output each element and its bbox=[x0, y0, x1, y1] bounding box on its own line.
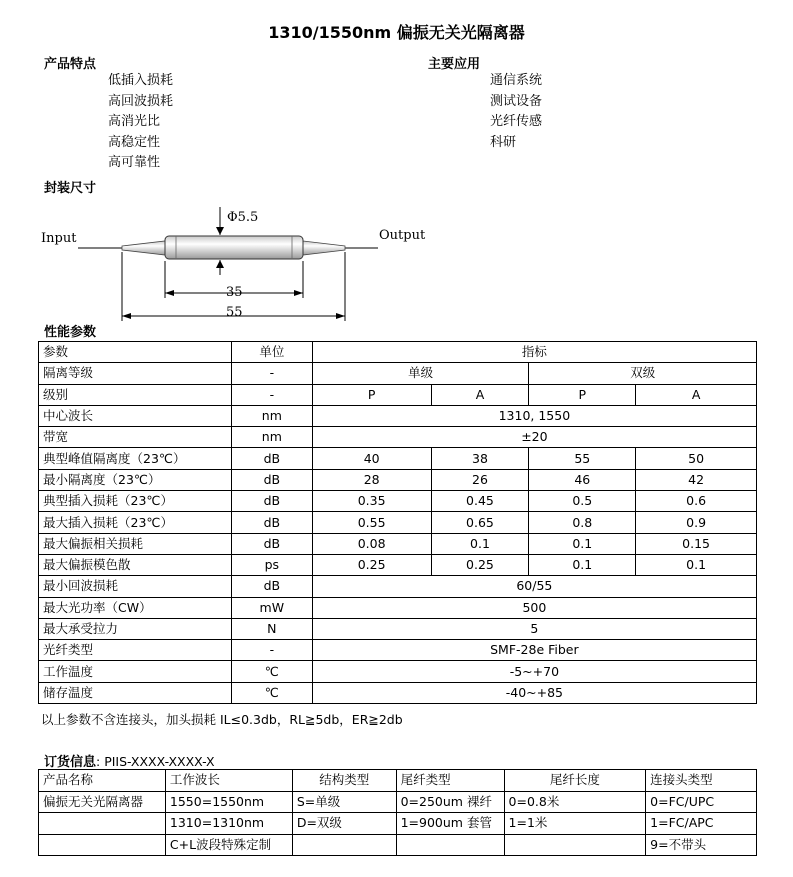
table-header-row bbox=[39, 770, 757, 792]
output-label: Output bbox=[379, 228, 426, 243]
header-cell: 单位 bbox=[231, 342, 312, 363]
input-label: Input bbox=[41, 231, 77, 246]
value-cell: 0.65 bbox=[431, 512, 529, 533]
value-cell: P bbox=[529, 384, 636, 405]
order-cell: 1=900um 套管 bbox=[396, 813, 504, 835]
param-cell: 最大插入损耗（23℃） bbox=[39, 512, 232, 533]
order-cell bbox=[396, 834, 504, 856]
order-cell: 1=FC/APC bbox=[646, 813, 757, 835]
table-row bbox=[39, 512, 757, 533]
feature-item: 高消光比 bbox=[108, 114, 161, 129]
order-cell: 0=FC/UPC bbox=[646, 791, 757, 813]
value-cell: 0.25 bbox=[312, 554, 431, 575]
order-cell: 1=1米 bbox=[504, 813, 646, 835]
input-boot bbox=[122, 241, 165, 255]
unit-cell: - bbox=[231, 384, 312, 405]
order-cell bbox=[39, 813, 166, 835]
value-cell: 60/55 bbox=[312, 576, 756, 597]
value-cell: 单级 bbox=[312, 363, 529, 384]
unit-cell: ℃ bbox=[231, 682, 312, 703]
table-row bbox=[39, 533, 757, 554]
value-cell: ±20 bbox=[312, 427, 756, 448]
param-cell: 工作温度 bbox=[39, 661, 232, 682]
value-cell: 0.1 bbox=[636, 554, 757, 575]
value-cell: 26 bbox=[431, 469, 529, 490]
table-row bbox=[39, 576, 757, 597]
param-cell: 最大偏振相关损耗 bbox=[39, 533, 232, 554]
order-table bbox=[38, 769, 757, 856]
param-cell: 储存温度 bbox=[39, 682, 232, 703]
feature-item: 高回波损耗 bbox=[108, 93, 174, 109]
value-cell: -5~+70 bbox=[312, 661, 756, 682]
param-cell: 最大光功率（CW） bbox=[39, 597, 232, 618]
table-row bbox=[39, 618, 757, 639]
header-cell: 结构类型 bbox=[292, 770, 396, 792]
value-cell: 0.45 bbox=[431, 491, 529, 512]
unit-cell: nm bbox=[231, 427, 312, 448]
value-cell: 46 bbox=[529, 469, 636, 490]
value-cell: 0.8 bbox=[529, 512, 636, 533]
table-row bbox=[39, 469, 757, 490]
unit-cell: dB bbox=[231, 512, 312, 533]
table-row bbox=[39, 791, 757, 813]
value-cell: 0.55 bbox=[312, 512, 431, 533]
order-cell: 偏振无关光隔离器 bbox=[39, 791, 166, 813]
feature-item: 高稳定性 bbox=[108, 134, 161, 150]
specs-heading: 性能参数 bbox=[44, 325, 97, 340]
header-cell: 产品名称 bbox=[39, 770, 166, 792]
param-cell: 带宽 bbox=[39, 427, 232, 448]
order-cell: 9=不带头 bbox=[646, 834, 757, 856]
value-cell: P bbox=[312, 384, 431, 405]
isolator-body bbox=[165, 236, 303, 259]
application-item: 科研 bbox=[490, 134, 517, 150]
table-row bbox=[39, 363, 757, 384]
value-cell: 0.5 bbox=[529, 491, 636, 512]
application-item: 测试设备 bbox=[490, 93, 543, 109]
specs-table bbox=[38, 341, 757, 704]
order-cell: C+L波段特殊定制 bbox=[165, 834, 292, 856]
table-row bbox=[39, 405, 757, 426]
header-cell: 尾纤长度 bbox=[504, 770, 646, 792]
order-cell: 1310=1310nm bbox=[165, 813, 292, 835]
value-cell: 55 bbox=[529, 448, 636, 469]
param-cell: 最小隔离度（23℃） bbox=[39, 469, 232, 490]
value-cell: 38 bbox=[431, 448, 529, 469]
header-cell: 参数 bbox=[39, 342, 232, 363]
value-cell: 42 bbox=[636, 469, 757, 490]
unit-cell: - bbox=[231, 640, 312, 661]
param-cell: 最小回波损耗 bbox=[39, 576, 232, 597]
order-cell: 0=0.8米 bbox=[504, 791, 646, 813]
table-row bbox=[39, 491, 757, 512]
specs-note: 以上参数不含连接头，加头损耗 IL≤0.3db，RL≧5db，ER≧2db bbox=[41, 712, 403, 727]
table-row bbox=[39, 384, 757, 405]
order-cell: D=双级 bbox=[292, 813, 396, 835]
table-header-row bbox=[39, 342, 757, 363]
value-cell: 0.1 bbox=[529, 554, 636, 575]
value-cell: 1310, 1550 bbox=[312, 405, 756, 426]
unit-cell: N bbox=[231, 618, 312, 639]
output-boot bbox=[303, 241, 345, 255]
unit-cell: mW bbox=[231, 597, 312, 618]
header-cell: 指标 bbox=[312, 342, 756, 363]
header-cell: 工作波长 bbox=[165, 770, 292, 792]
value-cell: 0.9 bbox=[636, 512, 757, 533]
value-cell: 28 bbox=[312, 469, 431, 490]
table-row bbox=[39, 813, 757, 835]
param-cell: 光纤类型 bbox=[39, 640, 232, 661]
value-cell: 5 bbox=[312, 618, 756, 639]
param-cell: 最大承受拉力 bbox=[39, 618, 232, 639]
feature-item: 高可靠性 bbox=[108, 155, 161, 170]
order-cell: 1550=1550nm bbox=[165, 791, 292, 813]
value-cell: 双级 bbox=[529, 363, 757, 384]
value-cell: 0.08 bbox=[312, 533, 431, 554]
table-row bbox=[39, 834, 757, 856]
value-cell: SMF-28e Fiber bbox=[312, 640, 756, 661]
param-cell: 典型插入损耗（23℃） bbox=[39, 491, 232, 512]
value-cell: 0.25 bbox=[431, 554, 529, 575]
applications-heading: 主要应用 bbox=[428, 57, 481, 72]
table-row bbox=[39, 597, 757, 618]
header-cell: 连接头类型 bbox=[646, 770, 757, 792]
unit-cell: - bbox=[231, 363, 312, 384]
order-code-line bbox=[44, 751, 215, 770]
value-cell: 50 bbox=[636, 448, 757, 469]
value-cell: 0.6 bbox=[636, 491, 757, 512]
page-title: 1310/1550nm 偏振无关光隔离器 bbox=[268, 23, 525, 42]
unit-cell: dB bbox=[231, 533, 312, 554]
value-cell: 0.35 bbox=[312, 491, 431, 512]
header-cell: 尾纤类型 bbox=[396, 770, 504, 792]
param-cell: 最大偏振模色散 bbox=[39, 554, 232, 575]
param-cell: 级别 bbox=[39, 384, 232, 405]
diameter-label: Φ5.5 bbox=[227, 210, 259, 225]
order-code: : PIIS-XXXX-XXXX-X bbox=[96, 754, 215, 769]
value-cell: 0.1 bbox=[431, 533, 529, 554]
application-item: 光纤传感 bbox=[490, 114, 543, 129]
body-length-label: 35 bbox=[226, 285, 243, 300]
unit-cell: dB bbox=[231, 491, 312, 512]
param-cell: 典型峰值隔离度（23℃） bbox=[39, 448, 232, 469]
unit-cell: nm bbox=[231, 405, 312, 426]
order-cell bbox=[504, 834, 646, 856]
unit-cell: dB bbox=[231, 469, 312, 490]
table-row bbox=[39, 448, 757, 469]
value-cell: 40 bbox=[312, 448, 431, 469]
table-row bbox=[39, 682, 757, 703]
value-cell: 0.1 bbox=[529, 533, 636, 554]
value-cell: A bbox=[431, 384, 529, 405]
order-cell bbox=[39, 834, 166, 856]
package-heading: 封装尺寸 bbox=[44, 181, 97, 196]
value-cell: A bbox=[636, 384, 757, 405]
unit-cell: dB bbox=[231, 448, 312, 469]
table-row bbox=[39, 661, 757, 682]
order-heading: 订货信息 bbox=[44, 755, 97, 770]
unit-cell: ps bbox=[231, 554, 312, 575]
value-cell: -40~+85 bbox=[312, 682, 756, 703]
value-cell: 500 bbox=[312, 597, 756, 618]
order-cell: 0=250um 裸纤 bbox=[396, 791, 504, 813]
param-cell: 隔离等级 bbox=[39, 363, 232, 384]
features-heading: 产品特点 bbox=[44, 57, 97, 72]
package-drawing bbox=[0, 195, 793, 325]
order-cell bbox=[292, 834, 396, 856]
value-cell: 0.15 bbox=[636, 533, 757, 554]
application-item: 通信系统 bbox=[490, 73, 543, 88]
features-list bbox=[108, 71, 173, 174]
table-row bbox=[39, 554, 757, 575]
unit-cell: ℃ bbox=[231, 661, 312, 682]
feature-item: 低插入损耗 bbox=[108, 73, 174, 88]
order-cell: S=单级 bbox=[292, 791, 396, 813]
param-cell: 中心波长 bbox=[39, 405, 232, 426]
table-row bbox=[39, 427, 757, 448]
unit-cell: dB bbox=[231, 576, 312, 597]
applications-list bbox=[490, 71, 542, 153]
table-row bbox=[39, 640, 757, 661]
total-length-label: 55 bbox=[226, 305, 243, 320]
